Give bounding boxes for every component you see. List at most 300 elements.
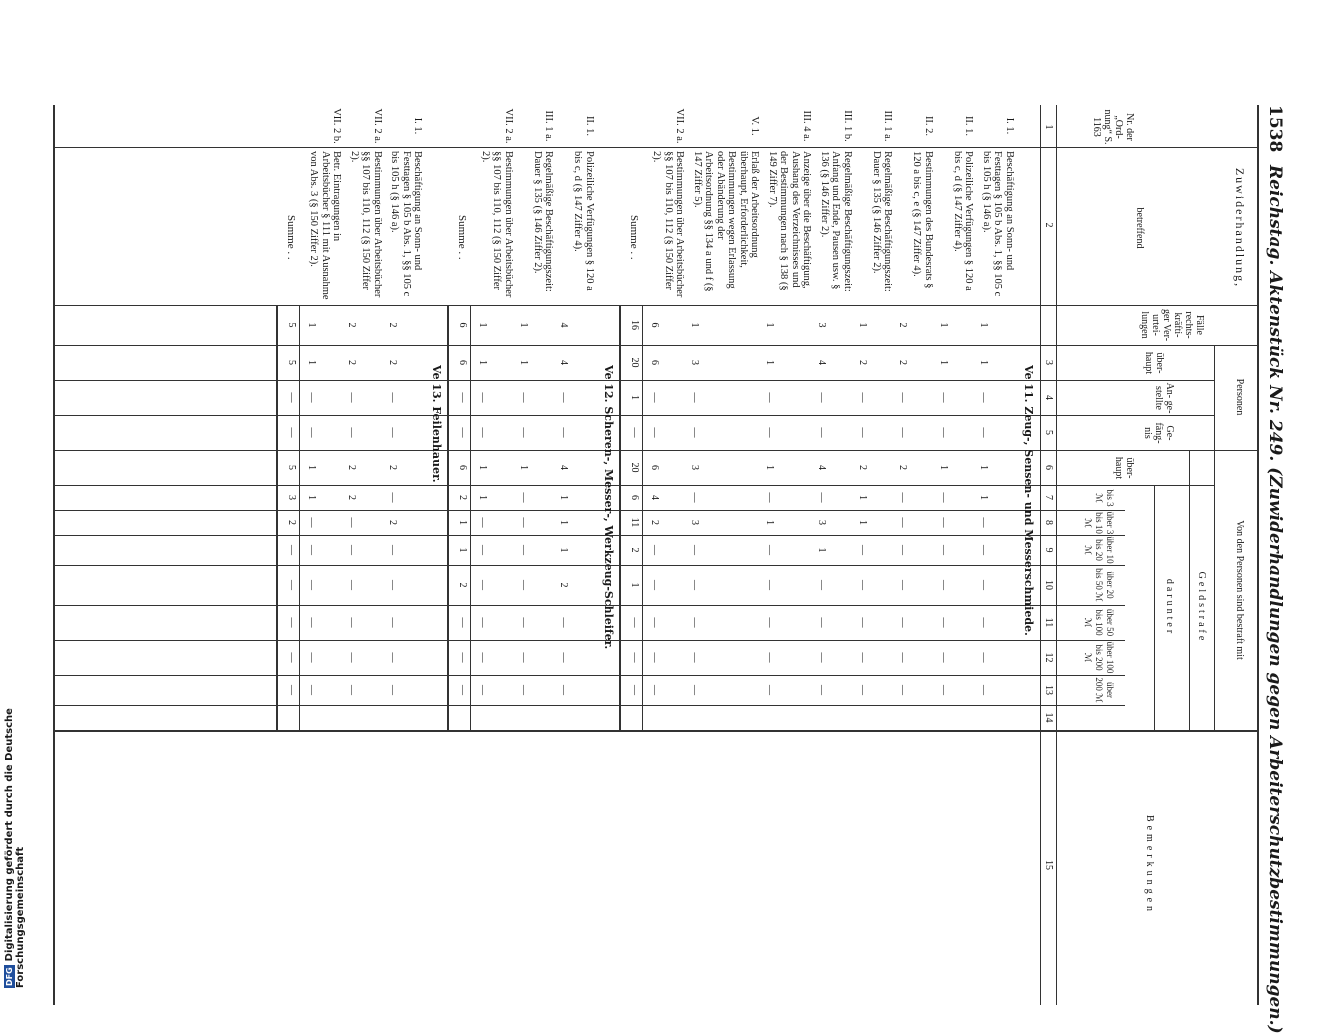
row-value: — bbox=[518, 517, 529, 528]
row-value: — bbox=[346, 517, 358, 528]
row-value: — bbox=[938, 545, 949, 555]
row-value: — bbox=[938, 685, 949, 695]
row-value: — bbox=[857, 617, 868, 628]
row-value: — bbox=[938, 492, 949, 503]
group-rule bbox=[1189, 450, 1190, 730]
section-end-rule bbox=[619, 305, 621, 730]
row-value: — bbox=[387, 580, 398, 590]
row-value: 6 bbox=[649, 465, 660, 470]
row-value: 1 bbox=[857, 322, 868, 328]
sum-value: 2 bbox=[457, 495, 469, 500]
col-header-50-100: über 50 bis 100 ℳ bbox=[1083, 608, 1115, 637]
row-value: — bbox=[816, 685, 828, 695]
col-header-20-50: über 20 bis 50 ℳ bbox=[1094, 568, 1115, 602]
row-description: Bestimmungen über Arbeitsbücher §§ 107 bis 110, 112 (§ 150 Ziffer 2). bbox=[651, 151, 686, 298]
col-header-3-10: über 3 bis 10 ℳ bbox=[1083, 511, 1115, 535]
row-value: 2 bbox=[346, 495, 358, 500]
row-value: — bbox=[897, 517, 909, 528]
row-value: 3 bbox=[816, 322, 828, 328]
row-description: Regelmäßige Beschäftigungszeit: Dauer § 135 (§ 146 Ziffer 2). bbox=[532, 151, 555, 292]
row-value: — bbox=[689, 392, 701, 403]
row-value: — bbox=[689, 545, 701, 555]
row-value: — bbox=[518, 617, 529, 628]
col-rule bbox=[55, 147, 1259, 148]
sum-value: 2 bbox=[629, 547, 640, 553]
column-number: 14 bbox=[1043, 712, 1054, 723]
section-title: Ve 11. Zeug-, Sensen- und Messerschmiede. bbox=[1022, 365, 1035, 636]
row-value: — bbox=[897, 652, 909, 663]
row-value: — bbox=[938, 427, 949, 438]
row-description: Beschäftigung an Sonn- und Festtagen § 105 b Abs. 1, §§ 105 c bis 105 h (§ 146 a). bbox=[389, 151, 424, 297]
row-value: — bbox=[816, 617, 828, 628]
col-rule bbox=[55, 640, 1125, 641]
row-description: Polizeiliche Verfügungen § 120 a bis c, d (§ 147 Ziffer 4). bbox=[572, 151, 595, 291]
row-value: 1 bbox=[938, 360, 949, 365]
row-order-code: VII. 2 a. bbox=[674, 108, 686, 144]
row-order-code: II. 1. bbox=[584, 115, 595, 137]
row-value: 1 bbox=[689, 322, 701, 328]
row-value: 1 bbox=[978, 322, 990, 328]
row-value: — bbox=[518, 580, 529, 590]
row-value: — bbox=[649, 617, 660, 628]
section-title: Ve 12. Scheren-, Messer-, Werkzeug-Schleifer. bbox=[602, 365, 615, 650]
row-value: — bbox=[387, 492, 398, 503]
row-value: — bbox=[764, 685, 776, 695]
row-value: 2 bbox=[897, 465, 909, 470]
row-value: 2 bbox=[387, 520, 398, 525]
row-value: — bbox=[938, 580, 949, 590]
sum-value: — bbox=[286, 685, 297, 695]
row-value: 1 bbox=[857, 495, 868, 500]
row-value: — bbox=[558, 392, 570, 403]
sum-value: — bbox=[457, 427, 469, 438]
sum-value: 20 bbox=[629, 462, 640, 473]
sum-value: — bbox=[286, 392, 297, 403]
column-number: 6 bbox=[1043, 465, 1054, 470]
row-value: — bbox=[558, 427, 570, 438]
row-value: — bbox=[387, 617, 398, 628]
sum-value: 5 bbox=[286, 360, 297, 365]
row-description: Bestimmungen über Arbeitsbücher §§ 107 bis 110, 112 (§ 150 Ziffer 2). bbox=[349, 151, 383, 298]
row-value: 2 bbox=[897, 360, 909, 365]
row-value: — bbox=[346, 427, 358, 438]
row-description: Polizeiliche Verfügungen § 120 a bis c, d (§ 147 Ziffer 4). bbox=[952, 151, 975, 291]
row-value: — bbox=[857, 427, 868, 438]
row-value: 1 bbox=[477, 465, 489, 470]
row-value: 6 bbox=[649, 360, 660, 365]
col-header-over-200: über 200 ℳ bbox=[1094, 677, 1115, 703]
row-value: — bbox=[897, 685, 909, 695]
sum-value: 6 bbox=[457, 322, 469, 328]
row-value: 2 bbox=[649, 520, 660, 525]
row-value: — bbox=[764, 392, 776, 403]
sum-label: Summe . . bbox=[456, 215, 469, 260]
col-header-persons: Personen bbox=[1234, 378, 1245, 416]
row-value: — bbox=[306, 580, 317, 590]
sum-value: 5 bbox=[286, 322, 297, 328]
row-value: 1 bbox=[558, 547, 570, 553]
row-order-code: III. 1 a. bbox=[882, 110, 894, 142]
row-description: Anzeige über die Beschäftigung, Aushang des Verzeichnisses und der Bestimmungen nach § 138 (§ 149 Ziffer 7). bbox=[767, 151, 813, 291]
section-title: Ve 13. Feilenhauer. bbox=[430, 365, 444, 483]
row-value: — bbox=[518, 392, 529, 403]
row-value: — bbox=[978, 580, 990, 590]
sum-value: 2 bbox=[457, 582, 469, 588]
sum-value: — bbox=[629, 617, 640, 628]
row-value: — bbox=[938, 617, 949, 628]
col-rule bbox=[55, 605, 1125, 606]
row-order-code: III. 1 a. bbox=[543, 110, 555, 142]
row-value: — bbox=[764, 545, 776, 555]
row-value: 1 bbox=[306, 322, 317, 328]
row-value: — bbox=[764, 652, 776, 663]
row-value: 6 bbox=[649, 322, 660, 328]
row-value: 1 bbox=[816, 547, 828, 553]
row-value: — bbox=[857, 652, 868, 663]
row-value: 1 bbox=[518, 465, 529, 470]
row-value: — bbox=[387, 427, 398, 438]
section-end-rule bbox=[448, 305, 450, 730]
col-rule bbox=[55, 730, 1259, 732]
footer-credit bbox=[4, 618, 26, 988]
col-header-persons-total: über- haupt bbox=[1143, 351, 1165, 375]
sum-value: 20 bbox=[629, 357, 640, 368]
row-value: 1 bbox=[518, 360, 529, 365]
row-value: — bbox=[857, 545, 868, 555]
row-value: 2 bbox=[387, 465, 398, 470]
row-value: — bbox=[518, 545, 529, 555]
sum-value: 1 bbox=[629, 395, 640, 400]
page-number: 1538 bbox=[1265, 105, 1285, 153]
column-number: 13 bbox=[1043, 685, 1054, 695]
column-number-rule bbox=[1040, 105, 1041, 1005]
row-value: — bbox=[306, 652, 317, 663]
row-value: 3 bbox=[689, 465, 701, 470]
row-value: — bbox=[689, 617, 701, 628]
row-value: — bbox=[346, 617, 358, 628]
row-value: — bbox=[857, 685, 868, 695]
row-value: — bbox=[978, 427, 990, 438]
row-value: — bbox=[306, 545, 317, 555]
row-value: — bbox=[346, 652, 358, 663]
row-value: — bbox=[649, 545, 660, 555]
row-value: 4 bbox=[558, 465, 570, 470]
row-value: — bbox=[518, 685, 529, 695]
row-description: Bestimmungen über Arbeitsbücher §§ 107 bis 110, 112 (§ 150 Ziffer 2). bbox=[480, 151, 514, 298]
sum-value: — bbox=[629, 652, 640, 663]
sum-value: — bbox=[457, 392, 469, 403]
group-rule bbox=[1214, 345, 1215, 730]
col-header-bis3: bis 3 ℳ bbox=[1094, 489, 1115, 507]
row-order-code: II. 2. bbox=[923, 115, 934, 137]
row-order-code: III. 4 a. bbox=[801, 110, 813, 142]
footer-text: Digitalisierung gefördert durch die Deutsche Forschungsgemeinschaft bbox=[4, 708, 26, 988]
row-value: — bbox=[558, 652, 570, 663]
row-value: 1 bbox=[978, 360, 990, 365]
row-value: — bbox=[764, 617, 776, 628]
page-title: Reichstag. Aktenstück Nr. 249. (Zuwiderhandlungen gegen Arbeiterschutzbestimmungen.) bbox=[1265, 165, 1285, 1034]
row-value: — bbox=[306, 392, 317, 403]
sum-rule bbox=[471, 305, 472, 730]
row-value: 2 bbox=[346, 360, 358, 365]
row-order-code: II. 1. bbox=[963, 115, 975, 137]
sum-value: 2 bbox=[286, 520, 297, 525]
col-header-10-20: über 10 bis 20 ℳ bbox=[1083, 536, 1115, 564]
row-value: 1 bbox=[306, 495, 317, 500]
sum-rule bbox=[642, 305, 643, 730]
row-value: — bbox=[897, 545, 909, 555]
row-value: — bbox=[938, 392, 949, 403]
column-number: 2 bbox=[1043, 222, 1054, 228]
row-value: 1 bbox=[518, 322, 529, 328]
row-value: 1 bbox=[764, 520, 776, 525]
col-header-betreffend: betreffend bbox=[1134, 207, 1145, 249]
row-value: — bbox=[816, 392, 828, 403]
col-header-of-which: darunter bbox=[1164, 578, 1175, 637]
row-value: — bbox=[978, 517, 990, 528]
sum-value: 6 bbox=[457, 465, 469, 470]
row-value: — bbox=[306, 685, 317, 695]
table-top-rule bbox=[1257, 105, 1259, 1005]
sum-value: — bbox=[629, 427, 640, 438]
row-description: Bestimmungen des Bundesrats § 120 a bis c, e (§ 147 Ziffer 4). bbox=[911, 151, 934, 289]
row-value: 2 bbox=[387, 360, 398, 365]
row-value: — bbox=[689, 492, 701, 503]
row-value: 1 bbox=[477, 360, 489, 365]
row-value: — bbox=[689, 685, 701, 695]
section-end-rule bbox=[276, 305, 278, 730]
row-value: — bbox=[477, 617, 489, 628]
row-description: Regelmäßige Beschäftigungszeit: Anfang und Ende, Pausen usw. § 136 (§ 146 Ziffer 2). bbox=[819, 151, 853, 292]
sum-value: — bbox=[286, 427, 297, 438]
row-order-code: I. 1. bbox=[1004, 117, 1015, 135]
sum-value: — bbox=[457, 685, 469, 695]
sum-value: 1 bbox=[457, 547, 469, 553]
row-value: — bbox=[857, 580, 868, 590]
group-rule bbox=[1154, 485, 1155, 730]
row-value: — bbox=[816, 492, 828, 503]
row-order-code: V. 1. bbox=[749, 116, 761, 136]
row-value: 2 bbox=[387, 322, 398, 328]
row-value: 1 bbox=[764, 360, 776, 365]
row-value: — bbox=[816, 652, 828, 663]
row-value: — bbox=[938, 517, 949, 528]
row-value: — bbox=[306, 427, 317, 438]
row-value: 1 bbox=[764, 465, 776, 470]
row-value: 1 bbox=[306, 360, 317, 365]
sum-value: — bbox=[457, 617, 469, 628]
row-value: — bbox=[978, 545, 990, 555]
row-value: — bbox=[477, 427, 489, 438]
row-value: 1 bbox=[938, 465, 949, 470]
row-order-code: VII. 2 a. bbox=[372, 108, 383, 144]
row-value: — bbox=[518, 652, 529, 663]
col-rule bbox=[55, 510, 1125, 511]
row-value: — bbox=[764, 492, 776, 503]
row-value: 2 bbox=[558, 582, 570, 588]
row-value: — bbox=[897, 580, 909, 590]
row-value: — bbox=[306, 617, 317, 628]
col-header-fine: Geldstrafe bbox=[1196, 571, 1207, 644]
row-value: — bbox=[978, 392, 990, 403]
row-value: — bbox=[897, 427, 909, 438]
row-value: — bbox=[346, 545, 358, 555]
column-number: 11 bbox=[1043, 617, 1054, 628]
column-number: 3 bbox=[1043, 360, 1054, 365]
row-value: — bbox=[387, 652, 398, 663]
row-value: — bbox=[649, 685, 660, 695]
col-header-cases: Fälle rechts- kräfti- ger Ver- urtei- lungen bbox=[1139, 308, 1205, 342]
col-header-100-200: über 100 bis 200 ℳ bbox=[1083, 641, 1115, 674]
sum-value: — bbox=[286, 545, 297, 555]
row-value: — bbox=[764, 427, 776, 438]
sum-value: 11 bbox=[629, 517, 640, 528]
row-description: Betr. Eintragungen in Arbeitsbücher § 111 mit Ausnahme von Abs. 3 (§ 150 Ziffer 2). bbox=[308, 151, 343, 300]
sum-value: 6 bbox=[629, 495, 640, 500]
row-value: — bbox=[387, 392, 398, 403]
sum-label: Summe . . bbox=[285, 215, 297, 260]
table-bottom-rule bbox=[53, 105, 55, 1005]
column-number: 5 bbox=[1043, 430, 1054, 435]
col-header-fine-total: über- haupt bbox=[1113, 456, 1135, 480]
col-header-punished: Von den Personen sind bestraft mit bbox=[1234, 520, 1245, 660]
sum-value: 5 bbox=[286, 465, 297, 470]
row-value: 4 bbox=[649, 495, 660, 500]
row-value: 1 bbox=[938, 322, 949, 328]
row-value: — bbox=[346, 685, 358, 695]
dfg-logo: DFG bbox=[5, 967, 14, 986]
row-value: 2 bbox=[897, 322, 909, 328]
row-value: — bbox=[477, 517, 489, 528]
column-number: 4 bbox=[1043, 395, 1054, 400]
row-order-code: III. 1 b. bbox=[842, 110, 853, 142]
row-value: — bbox=[346, 392, 358, 403]
col-rule bbox=[55, 675, 1125, 676]
row-value: 4 bbox=[816, 360, 828, 365]
row-value: — bbox=[649, 580, 660, 590]
row-value: — bbox=[649, 392, 660, 403]
sum-value: 3 bbox=[286, 495, 297, 500]
column-number: 9 bbox=[1043, 547, 1054, 553]
row-value: — bbox=[978, 652, 990, 663]
row-value: 3 bbox=[689, 360, 701, 365]
row-value: 3 bbox=[816, 520, 828, 525]
sum-value: — bbox=[286, 580, 297, 590]
row-value: — bbox=[649, 427, 660, 438]
row-description: Regelmäßige Beschäftigungszeit: Dauer § 135 (§ 146 Ziffer 2). bbox=[871, 151, 894, 292]
row-value: — bbox=[857, 392, 868, 403]
row-value: — bbox=[346, 580, 358, 590]
col-rule bbox=[55, 535, 1125, 536]
row-value: — bbox=[306, 517, 317, 528]
row-description: Beschäftigung an Sonn- und Festtagen § 105 b Abs. 1, §§ 105 c bis 105 h (§ 146 a). bbox=[981, 151, 1015, 297]
row-value: 1 bbox=[477, 322, 489, 328]
sum-value: 1 bbox=[457, 520, 469, 525]
column-number: 1 bbox=[1043, 124, 1054, 130]
row-value: — bbox=[816, 427, 828, 438]
row-value: 1 bbox=[558, 495, 570, 500]
col-rule bbox=[55, 565, 1125, 566]
column-number: 7 bbox=[1043, 495, 1054, 500]
row-value: 4 bbox=[558, 360, 570, 365]
row-order-code: VII. 2 a. bbox=[503, 108, 514, 144]
row-value: — bbox=[477, 392, 489, 403]
row-description: Erlaß der Arbeitsordnung überhaupt, Erforderlichkeit, Bestimmungen wegen Erlassung oder Abänderung der Arbeitsordnung §§ 134 a und f (§ 147 Ziffer 5). bbox=[692, 151, 761, 292]
row-value: — bbox=[689, 652, 701, 663]
row-value: 1 bbox=[978, 465, 990, 470]
row-value: 2 bbox=[346, 465, 358, 470]
row-value: — bbox=[477, 652, 489, 663]
column-number: 15 bbox=[1043, 860, 1054, 870]
row-value: — bbox=[978, 685, 990, 695]
row-value: — bbox=[938, 652, 949, 663]
row-order-code: I. 1. bbox=[412, 117, 424, 135]
row-value: — bbox=[649, 652, 660, 663]
sum-value: — bbox=[286, 652, 297, 663]
col-rule bbox=[55, 705, 1125, 706]
row-order-code: VII. 2 b. bbox=[331, 108, 343, 144]
rotated-table-sheet bbox=[55, 105, 1285, 1034]
col-header-employees: An- ge- stellte bbox=[1153, 382, 1175, 414]
row-value: — bbox=[897, 617, 909, 628]
row-value: 1 bbox=[764, 322, 776, 328]
col-header-group: Zuwiderhandlung, bbox=[1233, 167, 1247, 289]
sum-value: 16 bbox=[629, 320, 640, 330]
column-number: 12 bbox=[1043, 652, 1054, 663]
row-value: — bbox=[897, 492, 909, 503]
column-number: 8 bbox=[1043, 520, 1054, 525]
sum-value: 6 bbox=[457, 360, 469, 365]
row-value: 1 bbox=[477, 495, 489, 500]
row-value: 2 bbox=[857, 360, 868, 365]
row-value: — bbox=[518, 492, 529, 503]
row-value: — bbox=[689, 427, 701, 438]
row-value: 4 bbox=[816, 465, 828, 470]
row-value: — bbox=[387, 545, 398, 555]
row-value: — bbox=[816, 580, 828, 590]
row-value: 4 bbox=[558, 322, 570, 328]
row-value: — bbox=[477, 545, 489, 555]
sum-rule bbox=[299, 305, 300, 730]
col-header-remarks: Bemerkungen bbox=[1144, 814, 1155, 916]
row-value: — bbox=[558, 685, 570, 695]
row-value: — bbox=[764, 580, 776, 590]
row-value: — bbox=[477, 685, 489, 695]
row-value: — bbox=[689, 580, 701, 590]
col-header-order-no: Nr. der „Ord- nung“ S. 1163 bbox=[1091, 109, 1135, 145]
column-number: 10 bbox=[1043, 580, 1054, 590]
row-value: — bbox=[897, 392, 909, 403]
sum-value: — bbox=[629, 685, 640, 695]
row-value: 1 bbox=[558, 520, 570, 525]
row-value: — bbox=[978, 617, 990, 628]
row-value: — bbox=[477, 580, 489, 590]
sum-value: — bbox=[457, 652, 469, 663]
row-value: 2 bbox=[346, 322, 358, 328]
row-value: 1 bbox=[306, 465, 317, 470]
sum-label: Summe . . bbox=[628, 215, 640, 260]
row-value: — bbox=[558, 617, 570, 628]
row-value: — bbox=[387, 685, 398, 695]
row-value: 2 bbox=[857, 465, 868, 470]
col-header-prison: Ge- fäng- nis bbox=[1142, 422, 1175, 444]
row-value: 1 bbox=[978, 495, 990, 500]
sum-value: — bbox=[286, 617, 297, 628]
sum-value: 1 bbox=[629, 582, 640, 588]
row-value: 1 bbox=[857, 520, 868, 525]
table-header-bottom-rule bbox=[1056, 105, 1057, 1005]
row-value: 3 bbox=[689, 520, 701, 525]
